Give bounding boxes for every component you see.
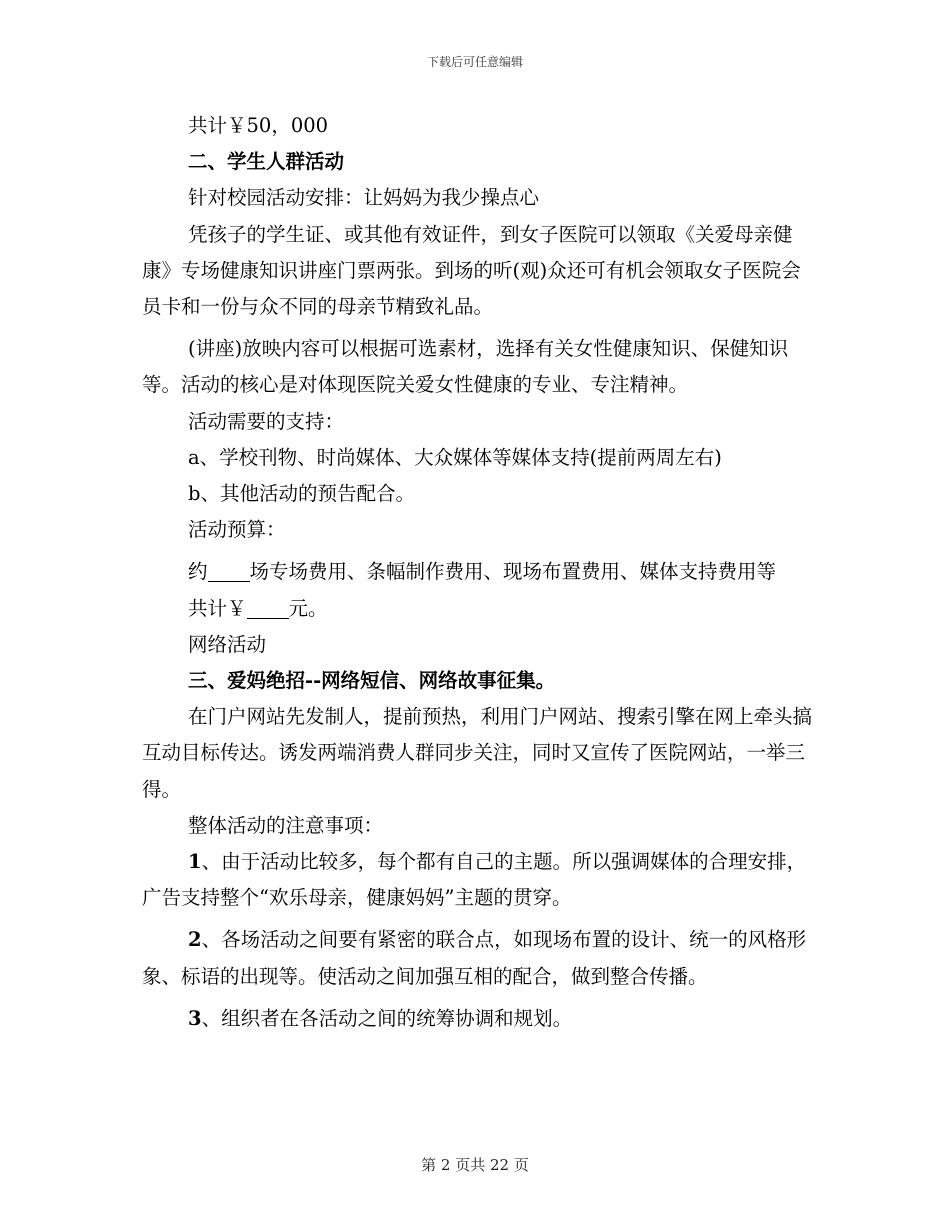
budget-items-suffix: 场专场费用、条幅制作费用、现场布置费用、媒体支持费用等	[249, 560, 777, 584]
budget-items-prefix: 约	[188, 560, 208, 584]
note-number: 3	[188, 1006, 202, 1030]
blank-line	[247, 596, 289, 619]
note-item-3	[142, 1001, 812, 1037]
paragraph-total-amount: 共计￥50，000	[188, 114, 329, 137]
budget-total-prefix: 共计￥	[188, 596, 247, 620]
paragraph-lecture-content: (讲座)放映内容可以根据可选素材，选择有关女性健康知识、保健知识等。活动的核心是对体现医院关爱女性健康的专业、专注精神。	[142, 337, 789, 397]
note-number: 1	[188, 850, 202, 874]
list-item-support-b: b、其他活动的预告配合。	[188, 482, 415, 506]
page-footer: 第 2 页共 22 页	[421, 1156, 529, 1174]
heading-student-activities: 二、学生人群活动	[188, 150, 345, 174]
document-body	[142, 108, 812, 1037]
page-header: 下载后可任意编辑	[426, 55, 523, 69]
paragraph-online-activities: 网络活动	[188, 632, 267, 656]
paragraph-budget-label: 活动预算：	[188, 518, 286, 542]
note-text: 、组织者在各活动之间的统筹协调和规划。	[201, 1006, 573, 1030]
note-text: 、由于活动比较多，每个都有自己的主题。所以强调媒体的合理安排，广告支持整个“欢乐母亲，健康妈妈”主题的贯穿。	[142, 850, 807, 910]
paragraph-support-needed: 活动需要的支持：	[188, 409, 345, 433]
paragraph-portal-promotion: 在门户网站先发制人，提前预热，利用门户网站、搜索引擎在网上牵头搞互动目标传达。诱发两端消费人群同步关注，同时又宣传了医院网站，一举三得。	[142, 705, 813, 801]
paragraph-student-id-tickets: 凭孩子的学生证、或其他有效证件，到女子医院可以领取《关爱母亲健康》专场健康知识讲座门票两张。到场的听(观)众还可有机会领取女子医院会员卡和一份与众不同的母亲节精致礼品。	[142, 222, 801, 319]
paragraph-notes-label: 整体活动的注意事项：	[188, 813, 384, 837]
paragraph-budget-items	[142, 554, 812, 590]
note-text: 、各场活动之间要有紧密的联合点，如现场布置的设计、统一的风格形象、标语的出现等。使活动之间加强互相的配合，做到整合传播。	[142, 928, 807, 988]
note-item-2	[142, 922, 812, 994]
budget-total-suffix: 元。	[288, 596, 328, 620]
note-item-1	[142, 844, 812, 916]
blank-line	[208, 559, 250, 582]
paragraph-budget-total	[142, 591, 812, 627]
paragraph-campus-arrangement: 针对校园活动安排：让妈妈为我少操点心	[188, 186, 540, 210]
note-number: 2	[188, 928, 202, 952]
heading-online-collection: 三、爱妈绝招--网络短信、网络故事征集。	[188, 669, 556, 693]
list-item-support-a: a、学校刊物、时尚媒体、大众媒体等媒体支持(提前两周左右)	[188, 445, 722, 469]
